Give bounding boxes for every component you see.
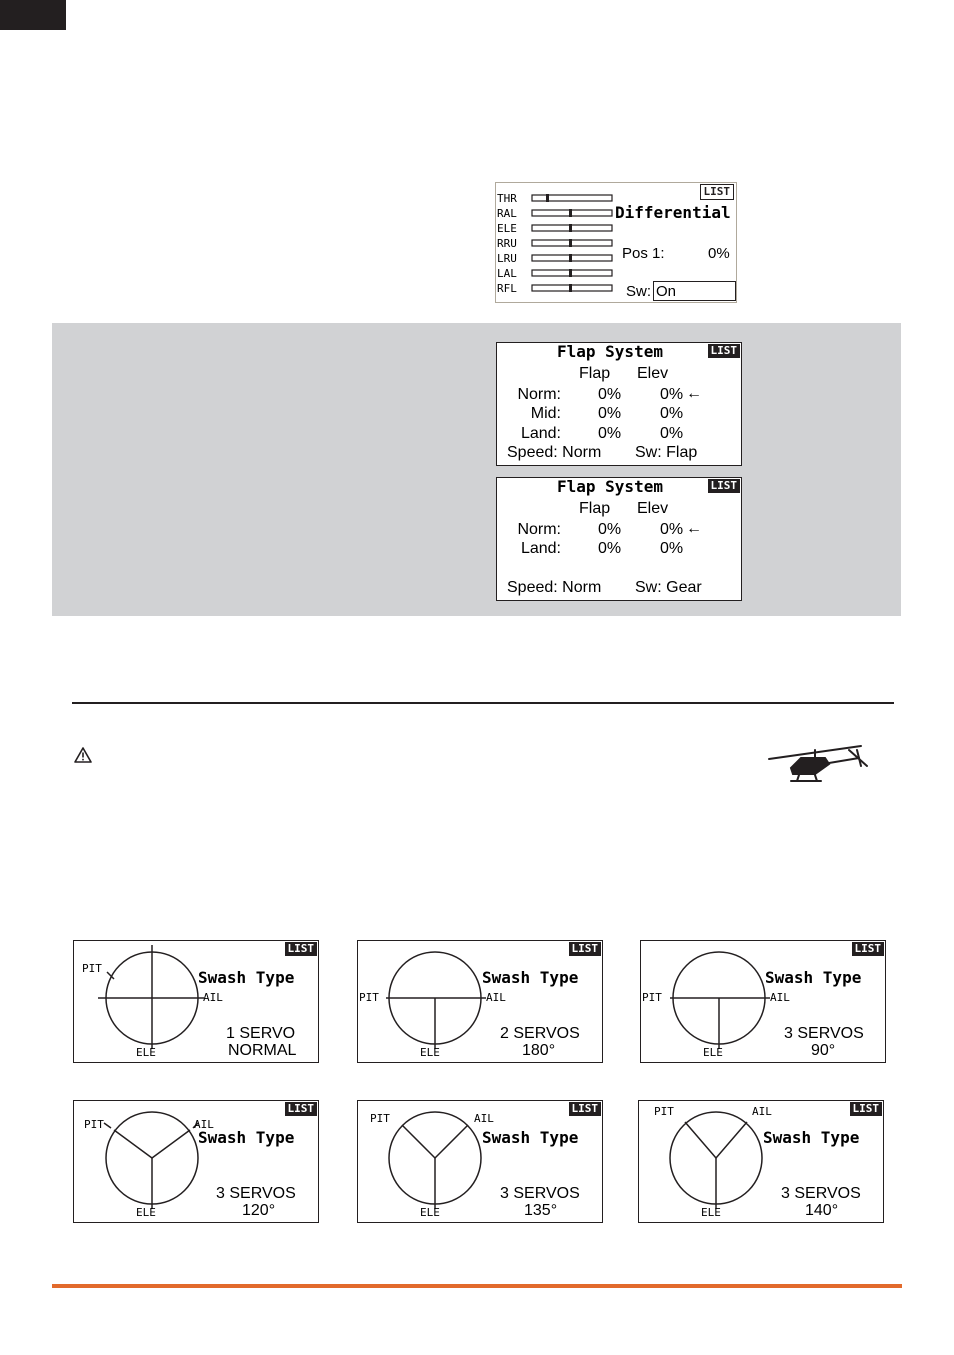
pos-value[interactable]: 0% [708, 245, 730, 262]
column-header-elev: Elev [637, 500, 669, 517]
column-header-flap: Flap [579, 365, 611, 382]
pit-label: PIT [642, 991, 662, 1004]
ele-label: ELE [701, 1206, 721, 1219]
swash-type-screen-3-servos-140 [638, 1100, 884, 1223]
flap-value-land[interactable]: 0% [598, 540, 622, 557]
ail-label: AIL [194, 1118, 214, 1131]
ail-label: AIL [203, 991, 223, 1004]
swash-angle: NORMAL [228, 1042, 297, 1059]
elev-value-land[interactable]: 0% [660, 425, 684, 442]
flap-system-screen-2pos [496, 477, 742, 601]
ail-label: AIL [752, 1105, 772, 1118]
page-corner-tab [0, 0, 66, 30]
pit-label: PIT [82, 962, 102, 975]
swash-angle: 180° [522, 1042, 556, 1059]
elev-value-land[interactable]: 0% [660, 540, 684, 557]
swash-angle: 90° [811, 1042, 836, 1059]
list-badge[interactable]: LIST [285, 1102, 318, 1116]
list-badge[interactable]: LIST [569, 1102, 602, 1116]
channel-label-rfl: RFL [497, 282, 517, 295]
pit-label: PIT [84, 1118, 104, 1131]
swashplate-diagram [641, 941, 886, 1063]
swash-type-screen-1-servo [73, 940, 319, 1063]
screen-title: Swash Type [198, 968, 295, 987]
servo-count: 1 SERVO [226, 1025, 296, 1042]
swash-type-screen-3-servos-120 [73, 1100, 319, 1223]
swash-angle: 120° [242, 1202, 276, 1219]
list-badge[interactable]: LIST [700, 184, 735, 200]
sw-label: Sw: [626, 283, 652, 300]
section-divider [72, 702, 894, 704]
elev-value-norm[interactable]: 0% [660, 521, 684, 538]
servo-count: 3 SERVOS [216, 1185, 296, 1202]
ele-label: ELE [420, 1206, 440, 1219]
list-badge[interactable]: LIST [850, 1102, 883, 1116]
flap-value-mid[interactable]: 0% [598, 405, 622, 422]
left-arrow-icon: ← [686, 520, 702, 537]
channel-label-ele: ELE [497, 222, 517, 235]
speed-setting[interactable]: Speed: Norm [507, 444, 602, 461]
ail-label: AIL [770, 991, 790, 1004]
warning-triangle-icon [73, 746, 93, 764]
ail-label: AIL [474, 1112, 494, 1125]
row-label-land: Land: [520, 540, 561, 557]
pos-label: Pos 1: [622, 245, 665, 262]
swash-type-screen-2-servos-180 [357, 940, 603, 1063]
screen-title: Swash Type [198, 1128, 295, 1147]
footer-rule [52, 1284, 902, 1288]
row-label-norm: Norm: [517, 386, 561, 403]
row-label-norm: Norm: [517, 521, 561, 538]
screen-title: Differential [615, 203, 731, 222]
flap-value-norm[interactable]: 0% [598, 386, 622, 403]
switch-setting[interactable]: Sw: Gear [635, 579, 702, 596]
list-badge[interactable]: LIST [708, 344, 741, 358]
screen-title: Flap System [557, 477, 663, 496]
channel-label-lal: LAL [497, 267, 517, 280]
channel-label-lru: LRU [497, 252, 517, 265]
helicopter-icon [763, 738, 873, 788]
screen-title: Flap System [557, 342, 663, 361]
servo-count: 3 SERVOS [781, 1185, 861, 1202]
ele-label: ELE [420, 1046, 440, 1059]
servo-count: 2 SERVOS [500, 1025, 580, 1042]
channel-label-thr: THR [497, 192, 517, 205]
flap-system-screen-3pos [496, 342, 742, 466]
switch-setting[interactable]: Sw: Flap [635, 444, 698, 461]
ele-label: ELE [136, 1206, 156, 1219]
screen-title: Swash Type [482, 1128, 579, 1147]
screen-title: Swash Type [482, 968, 579, 987]
ele-label: ELE [703, 1046, 723, 1059]
swash-type-screen-3-servos-135 [357, 1100, 603, 1223]
row-label-land: Land: [520, 425, 561, 442]
list-badge[interactable]: LIST [569, 942, 602, 956]
left-arrow-icon: ← [686, 385, 702, 402]
info-panel-background [52, 323, 901, 616]
sw-value-box[interactable] [653, 281, 736, 301]
pit-label: PIT [359, 991, 379, 1004]
row-label-mid: Mid: [530, 405, 561, 422]
flap-value-land[interactable]: 0% [598, 425, 622, 442]
column-header-flap: Flap [579, 500, 611, 517]
differential-screen [495, 182, 737, 303]
swash-type-screen-3-servos-90 [640, 940, 886, 1063]
elev-value-mid[interactable]: 0% [660, 405, 684, 422]
ail-label: AIL [486, 991, 506, 1004]
sw-value: On [656, 283, 677, 300]
swashplate-diagram [639, 1101, 884, 1223]
pit-label: PIT [370, 1112, 390, 1125]
speed-setting[interactable]: Speed: Norm [507, 579, 602, 596]
column-header-elev: Elev [637, 365, 669, 382]
flap-value-norm[interactable]: 0% [598, 521, 622, 538]
servo-count: 3 SERVOS [500, 1185, 580, 1202]
list-badge[interactable]: LIST [285, 942, 318, 956]
screen-title: Swash Type [765, 968, 862, 987]
list-badge[interactable]: LIST [852, 942, 885, 956]
swash-angle: 140° [805, 1202, 839, 1219]
list-badge[interactable]: LIST [708, 479, 741, 493]
servo-count: 3 SERVOS [784, 1025, 864, 1042]
screen-title: Swash Type [763, 1128, 860, 1147]
swash-angle: 135° [524, 1202, 558, 1219]
elev-value-norm[interactable]: 0% [660, 386, 684, 403]
ele-label: ELE [136, 1046, 156, 1059]
swashplate-diagram [358, 941, 603, 1063]
channel-label-rru: RRU [497, 237, 517, 250]
pit-label: PIT [654, 1105, 674, 1118]
channel-label-ral: RAL [497, 207, 517, 220]
